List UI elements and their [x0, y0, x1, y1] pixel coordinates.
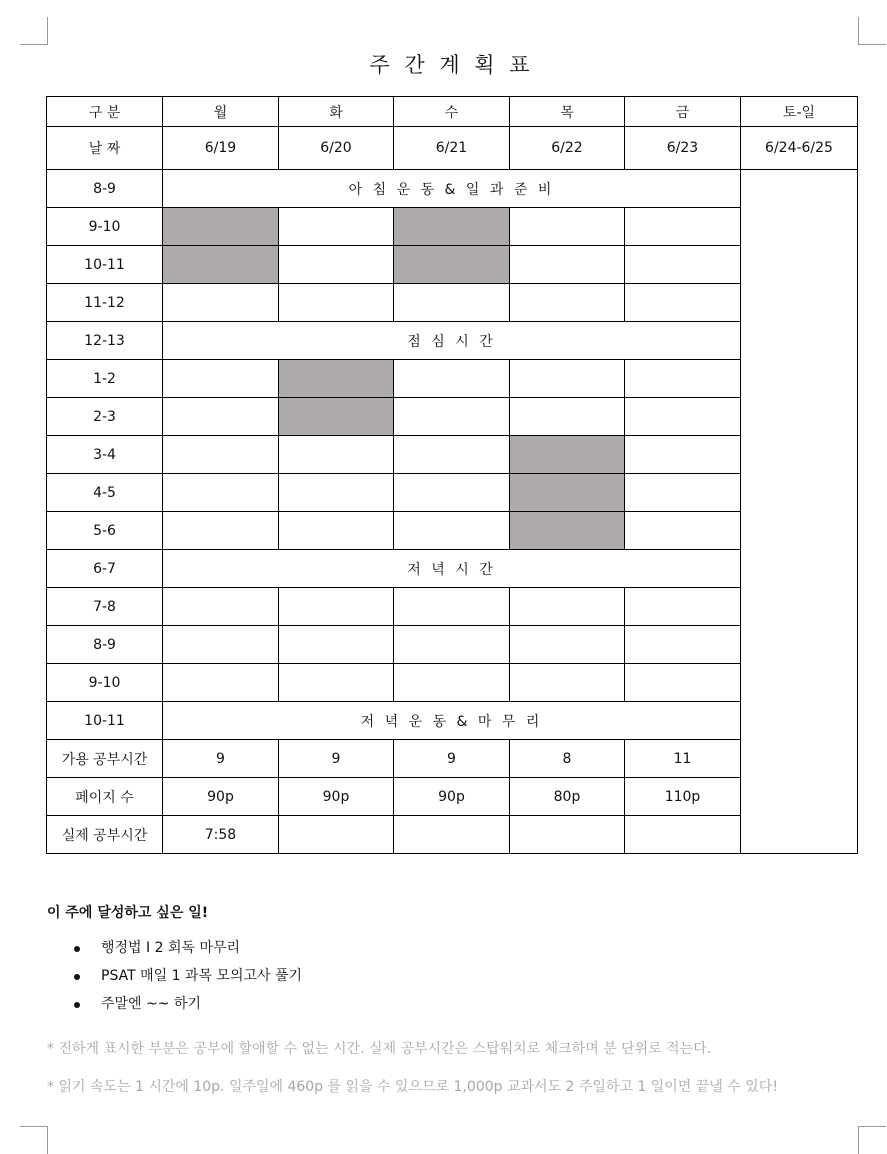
- schedule-cell-wed: [394, 664, 510, 702]
- schedule-cell-fri: [625, 436, 741, 474]
- schedule-cell-fri: [625, 512, 741, 550]
- blocked-cell-tue: [279, 398, 394, 436]
- time-row: [47, 474, 858, 512]
- summary-value-cell-tue: 9: [279, 740, 394, 778]
- schedule-cell-thu: [510, 246, 625, 284]
- header-cell-category: 구 분: [47, 97, 163, 127]
- summary-value-cell-fri: 110p: [625, 778, 741, 816]
- summary-value-cell-fri: [625, 816, 741, 854]
- weekend-column-cell: [741, 170, 858, 854]
- activity-span-cell: 저 녁 시 간: [163, 550, 741, 588]
- schedule-cell-fri: [625, 360, 741, 398]
- header-cell-mon: 월: [163, 97, 279, 127]
- schedule-cell-thu: [510, 360, 625, 398]
- summary-value-cell-mon: 7:58: [163, 816, 279, 854]
- table-body: [47, 97, 858, 854]
- time-label-cell: 2-3: [47, 398, 163, 436]
- time-label-cell: 1-2: [47, 360, 163, 398]
- time-row: [47, 246, 858, 284]
- summary-label-cell: 실제 공부시간: [47, 816, 163, 854]
- time-row: [47, 436, 858, 474]
- schedule-cell-tue: [279, 664, 394, 702]
- schedule-cell-mon: [163, 474, 279, 512]
- header-cell-wed: 수: [394, 97, 510, 127]
- schedule-cell-wed: [394, 284, 510, 322]
- schedule-cell-thu: [510, 664, 625, 702]
- time-row: [47, 626, 858, 664]
- goals-heading: 이 주에 달성하고 싶은 일!: [47, 905, 209, 921]
- time-label-cell: 7-8: [47, 588, 163, 626]
- activity-span-cell: 점 심 시 간: [163, 322, 741, 360]
- header-cell-weekend: 토-일: [741, 97, 858, 127]
- schedule-cell-tue: [279, 474, 394, 512]
- blocked-cell-mon: [163, 208, 279, 246]
- summary-value-cell-tue: [279, 816, 394, 854]
- schedule-cell-thu: [510, 284, 625, 322]
- summary-row: [47, 778, 858, 816]
- time-label-cell: 10-11: [47, 702, 163, 740]
- schedule-cell-wed: [394, 436, 510, 474]
- schedule-cell-mon: [163, 512, 279, 550]
- time-label-cell: 12-13: [47, 322, 163, 360]
- crop-mark-bottom-right: [858, 1126, 886, 1154]
- schedule-cell-fri: [625, 208, 741, 246]
- goal-text: PSAT 매일 1 과목 모의고사 풀기: [101, 968, 303, 984]
- schedule-cell-mon: [163, 626, 279, 664]
- header-cell-tue: 화: [279, 97, 394, 127]
- summary-label-cell: 페이지 수: [47, 778, 163, 816]
- goal-item: [47, 990, 302, 1018]
- schedule-cell-fri: [625, 474, 741, 512]
- header-cell-fri: 금: [625, 97, 741, 127]
- summary-value-cell-fri: 11: [625, 740, 741, 778]
- time-row: [47, 702, 858, 740]
- summary-row: [47, 816, 858, 854]
- date-row-label: 날 짜: [47, 127, 163, 170]
- time-label-cell: 8-9: [47, 626, 163, 664]
- note-reading-speed: * 읽기 속도는 1 시간에 10p. 일주일에 460p 를 읽을 수 있으므로 1,000p 교과서도 2 주일하고 1 일이면 끝낼 수 있다!: [47, 1079, 778, 1095]
- blocked-cell-mon: [163, 246, 279, 284]
- schedule-cell-mon: [163, 588, 279, 626]
- date-cell-thu: 6/22: [510, 127, 625, 170]
- page-title: 주 간 계 획 표: [369, 53, 534, 77]
- summary-row: [47, 740, 858, 778]
- date-cell-fri: 6/23: [625, 127, 741, 170]
- time-row: [47, 588, 858, 626]
- schedule-cell-wed: [394, 398, 510, 436]
- summary-value-cell-thu: 80p: [510, 778, 625, 816]
- bullet-icon: [74, 946, 80, 952]
- schedule-cell-thu: [510, 208, 625, 246]
- blocked-cell-tue: [279, 360, 394, 398]
- header-cell-thu: 목: [510, 97, 625, 127]
- time-row: [47, 208, 858, 246]
- time-label-cell: 6-7: [47, 550, 163, 588]
- schedule-cell-fri: [625, 246, 741, 284]
- blocked-cell-thu: [510, 436, 625, 474]
- schedule-cell-wed: [394, 360, 510, 398]
- bullet-icon: [74, 1002, 80, 1008]
- schedule-cell-tue: [279, 208, 394, 246]
- activity-span-cell: 저 녁 운 동 & 마 무 리: [163, 702, 741, 740]
- date-cell-weekend: 6/24-6/25: [741, 127, 858, 170]
- goal-item: [47, 962, 302, 990]
- crop-mark-top-right: [858, 17, 886, 45]
- activity-span-cell: 아 침 운 동 & 일 과 준 비: [163, 170, 741, 208]
- blocked-cell-wed: [394, 246, 510, 284]
- schedule-cell-fri: [625, 588, 741, 626]
- weekly-plan-table: [46, 96, 858, 854]
- time-label-cell: 10-11: [47, 246, 163, 284]
- summary-value-cell-wed: [394, 816, 510, 854]
- goal-text: 행정법 I 2 회독 마무리: [101, 940, 241, 956]
- time-label-cell: 3-4: [47, 436, 163, 474]
- schedule-cell-wed: [394, 588, 510, 626]
- time-row: [47, 398, 858, 436]
- schedule-cell-fri: [625, 284, 741, 322]
- goal-text: 주말엔 ~~ 하기: [101, 996, 201, 1012]
- schedule-cell-tue: [279, 246, 394, 284]
- summary-value-cell-thu: [510, 816, 625, 854]
- time-label-cell: 9-10: [47, 208, 163, 246]
- summary-value-cell-mon: 90p: [163, 778, 279, 816]
- summary-value-cell-mon: 9: [163, 740, 279, 778]
- time-label-cell: 8-9: [47, 170, 163, 208]
- crop-mark-top-left: [20, 17, 48, 45]
- time-label-cell: 11-12: [47, 284, 163, 322]
- schedule-cell-mon: [163, 398, 279, 436]
- blocked-cell-thu: [510, 474, 625, 512]
- goal-item: [47, 934, 302, 962]
- schedule-cell-tue: [279, 512, 394, 550]
- time-row: [47, 664, 858, 702]
- schedule-cell-tue: [279, 284, 394, 322]
- summary-value-cell-thu: 8: [510, 740, 625, 778]
- schedule-cell-wed: [394, 474, 510, 512]
- schedule-cell-tue: [279, 436, 394, 474]
- time-label-cell: 4-5: [47, 474, 163, 512]
- time-row: [47, 322, 858, 360]
- crop-mark-bottom-left: [20, 1126, 48, 1154]
- schedule-cell-thu: [510, 588, 625, 626]
- blocked-cell-thu: [510, 512, 625, 550]
- summary-value-cell-tue: 90p: [279, 778, 394, 816]
- schedule-cell-fri: [625, 398, 741, 436]
- summary-value-cell-wed: 90p: [394, 778, 510, 816]
- schedule-cell-fri: [625, 664, 741, 702]
- date-row: [47, 127, 858, 170]
- schedule-cell-mon: [163, 284, 279, 322]
- schedule-cell-mon: [163, 664, 279, 702]
- time-row: [47, 170, 858, 208]
- schedule-cell-tue: [279, 588, 394, 626]
- time-row: [47, 360, 858, 398]
- schedule-cell-tue: [279, 626, 394, 664]
- schedule-cell-thu: [510, 626, 625, 664]
- time-row: [47, 284, 858, 322]
- time-label-cell: 5-6: [47, 512, 163, 550]
- blocked-cell-wed: [394, 208, 510, 246]
- date-cell-tue: 6/20: [279, 127, 394, 170]
- date-cell-mon: 6/19: [163, 127, 279, 170]
- date-cell-wed: 6/21: [394, 127, 510, 170]
- time-row: [47, 550, 858, 588]
- schedule-cell-thu: [510, 398, 625, 436]
- note-shaded-explanation: * 진하게 표시한 부분은 공부에 할애할 수 없는 시간. 실제 공부시간은 스탑워치로 체크하며 분 단위로 적는다.: [47, 1041, 712, 1057]
- bullet-icon: [74, 974, 80, 980]
- summary-label-cell: 가용 공부시간: [47, 740, 163, 778]
- summary-value-cell-wed: 9: [394, 740, 510, 778]
- schedule-cell-wed: [394, 626, 510, 664]
- goals-list: [47, 934, 302, 1018]
- schedule-cell-wed: [394, 512, 510, 550]
- time-row: [47, 512, 858, 550]
- schedule-cell-mon: [163, 360, 279, 398]
- header-row: [47, 97, 858, 127]
- time-label-cell: 9-10: [47, 664, 163, 702]
- schedule-cell-mon: [163, 436, 279, 474]
- schedule-cell-fri: [625, 626, 741, 664]
